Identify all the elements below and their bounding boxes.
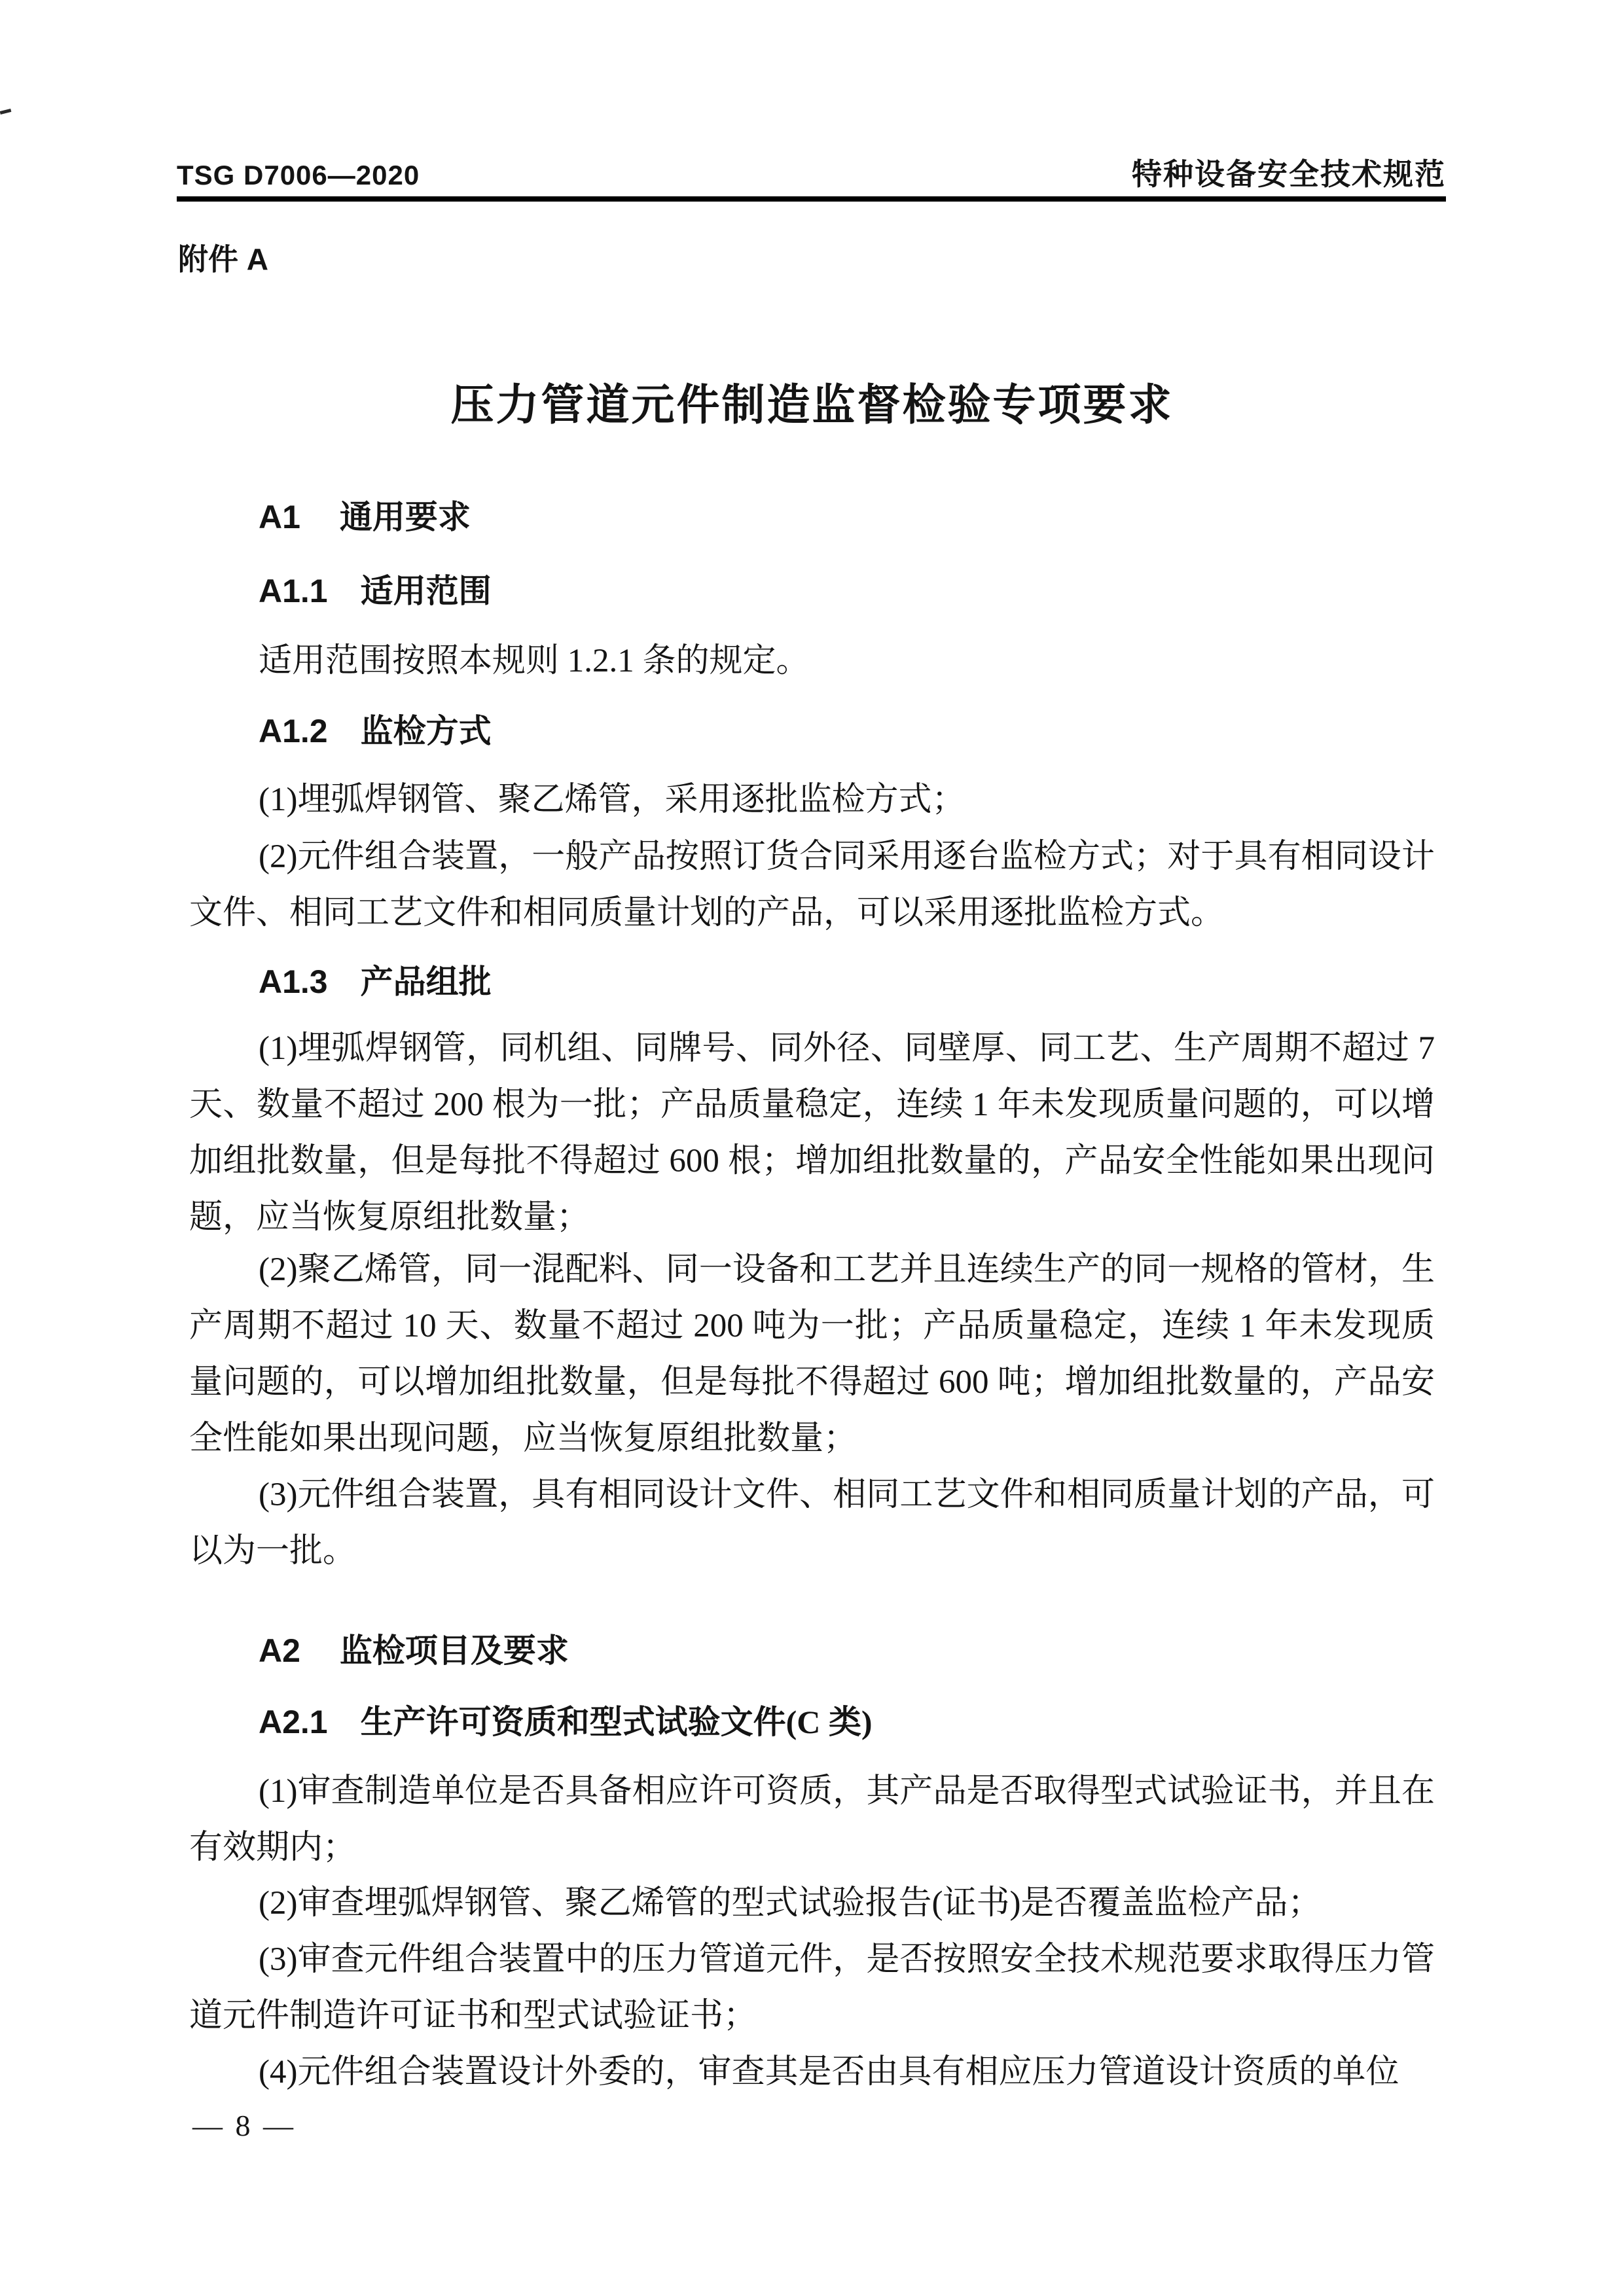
heading-a2-number: A2 (259, 1632, 300, 1669)
doc-type: 特种设备安全技术规范 (1132, 157, 1446, 191)
paragraph-a1-3-p2: (2)聚乙烯管，同一混配料、同一设备和工艺并且连续生产的同一规格的管材，生产周期不超过 10 天、数量不超过 200 吨为一批；产品质量稳定，连续 1 年未发现质量问题的，可以增加组批数量，但是每批不得超过 600 吨；增加组批数量的，产品安全性能如果出现问题，应当恢复原组批数量； (189, 1251, 1435, 1457)
heading-a1-1-number: A1.1 (259, 573, 328, 609)
paragraph-a1-3-p3: (3)元件组合装置，具有相同设计文件、相同工艺文件和相同质量计划的产品，可以为一批。 (189, 1477, 1435, 1570)
heading-a1-3 (189, 954, 1435, 1010)
paragraph-a1-3-p1: (1)埋弧焊钢管，同机组、同牌号、同外径、同壁厚、同工艺、生产周期不超过 7 天、数量不超过 200 根为一批；产品质量稳定，连续 1 年未发现质量问题的，可以增加组批数量，但是每批不得超过 600 根；增加组批数量的，产品安全性能如果出现问题，应当恢复原组批数量； (189, 1030, 1435, 1236)
heading-a1-title: 通用要求 (339, 499, 471, 535)
heading-a1-2-number: A1.2 (259, 713, 328, 749)
page-number: — 8 — (192, 2109, 296, 2142)
heading-a1-1-title: 适用范围 (360, 573, 492, 609)
heading-a1-number: A1 (259, 499, 300, 535)
paragraph-a1-2-p2: (2)元件组合装置，一般产品按照订货合同采用逐台监检方式；对于具有相同设计文件、相同工艺文件和相同质量计划的产品，可以采用逐批监检方式。 (189, 838, 1435, 931)
paragraph-a2-1-p1: (1)审查制造单位是否具备相应许可资质，其产品是否取得型式试验证书，并且在有效期内； (189, 1773, 1435, 1866)
heading-a1-3-number: A1.3 (259, 963, 328, 1000)
page-header (177, 157, 1446, 192)
heading-a2-1-number: A2.1 (259, 1704, 328, 1740)
scan-artifact-mark (0, 109, 11, 115)
heading-a1-1 (189, 563, 1435, 619)
doc-code: TSG D7006—2020 (177, 160, 420, 190)
paragraph-a2-1-p3: (3)审查元件组合装置中的压力管道元件，是否按照安全技术规范要求取得压力管道元件制造许可证书和型式试验证书； (189, 1941, 1435, 2034)
header-rule (177, 196, 1446, 202)
heading-a1-3-title: 产品组批 (360, 963, 492, 1000)
heading-a2 (189, 1623, 1435, 1679)
heading-a2-title: 监检项目及要求 (339, 1632, 569, 1669)
paragraph-a2-1-p4: (4)元件组合装置设计外委的，审查其是否由具有相应压力管道设计资质的单位 (259, 2054, 1399, 2090)
paragraph-a1-2-p1: (1)埋弧焊钢管、聚乙烯管，采用逐批监检方式； (259, 781, 965, 818)
heading-a2-1 (189, 1694, 1435, 1750)
attachment-label: 附件 A (178, 242, 268, 276)
heading-a1 (189, 489, 1435, 545)
paragraph-a2-1-p2: (2)审查埋弧焊钢管、聚乙烯管的型式试验报告(证书)是否覆盖监检产品； (259, 1885, 1322, 1922)
heading-a2-1-title: 生产许可资质和型式试验文件(C 类) (360, 1704, 873, 1740)
paragraph-a1-1-p1: 适用范围按照本规则 1.2.1 条的规定。 (259, 643, 810, 679)
document-title: 压力管道元件制造监督检验专项要求 (450, 380, 1174, 429)
heading-a1-2-title: 监检方式 (360, 713, 492, 749)
heading-a1-2 (189, 703, 1435, 759)
